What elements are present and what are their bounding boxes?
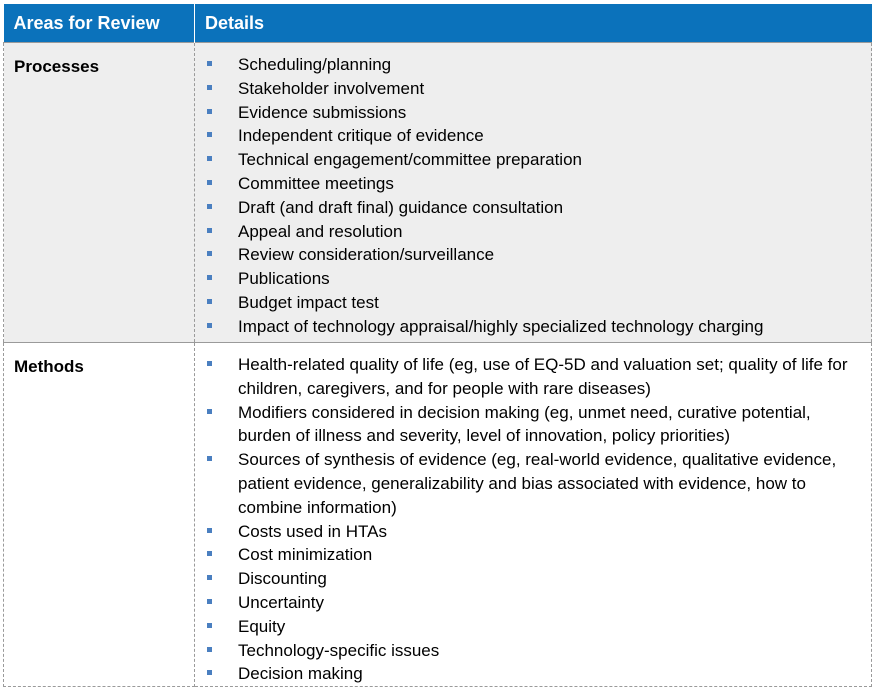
processes-list	[205, 53, 863, 339]
square-bullet-icon	[207, 670, 212, 675]
header-areas-for-review: Areas for Review	[4, 4, 195, 43]
list-item-text: Impact of technology appraisal/highly specialized technology charging	[238, 316, 764, 336]
header-details: Details	[195, 4, 872, 43]
square-bullet-icon	[207, 551, 212, 556]
list-item	[205, 662, 863, 686]
list-item-text: Decision making	[238, 664, 363, 684]
list-item-text: Sources of synthesis of evidence (eg, real-world evidence, qualitative evidence, patient evidence, generalizability and bias associated with evidence, how to combine information)	[238, 450, 837, 517]
list-item-text: Discounting	[238, 569, 327, 589]
square-bullet-icon	[207, 204, 212, 209]
square-bullet-icon	[207, 528, 212, 533]
square-bullet-icon	[207, 575, 212, 580]
square-bullet-icon	[207, 623, 212, 628]
square-bullet-icon	[207, 647, 212, 652]
list-item-text: Scheduling/planning	[238, 55, 392, 74]
details-cell-methods	[195, 343, 872, 687]
methods-list	[205, 353, 863, 686]
list-item	[205, 243, 863, 267]
square-bullet-icon	[207, 251, 212, 256]
square-bullet-icon	[207, 109, 212, 114]
list-item	[205, 53, 863, 77]
list-item	[205, 124, 863, 148]
list-item	[205, 639, 863, 663]
list-item-text: Independent critique of evidence	[238, 126, 484, 146]
list-item	[205, 591, 863, 615]
list-item-text: Appeal and resolution	[238, 221, 403, 241]
list-item-text: Evidence submissions	[238, 102, 407, 122]
square-bullet-icon	[207, 299, 212, 304]
list-item-text: Budget impact test	[238, 292, 379, 312]
square-bullet-icon	[207, 275, 212, 280]
square-bullet-icon	[207, 409, 212, 414]
list-item	[205, 353, 863, 401]
list-item-text: Technical engagement/committee preparation	[238, 150, 582, 170]
table-row-methods	[4, 343, 872, 687]
list-item-text: Publications	[238, 269, 330, 289]
list-item	[205, 543, 863, 567]
square-bullet-icon	[207, 85, 212, 90]
square-bullet-icon	[207, 180, 212, 185]
table-row-processes	[4, 43, 872, 343]
list-item-text: Technology-specific issues	[238, 640, 440, 660]
list-item	[205, 615, 863, 639]
list-item-text: Committee meetings	[238, 173, 394, 193]
square-bullet-icon	[207, 323, 212, 328]
list-item	[205, 401, 863, 449]
square-bullet-icon	[207, 61, 212, 66]
list-item-text: Costs used in HTAs	[238, 521, 387, 541]
list-item	[205, 172, 863, 196]
review-areas-table	[3, 4, 872, 687]
list-item	[205, 315, 863, 339]
list-item-text: Draft (and draft final) guidance consultation	[238, 197, 564, 217]
list-item-text: Uncertainty	[238, 592, 324, 612]
list-item	[205, 567, 863, 591]
list-item-text: Stakeholder involvement	[238, 78, 425, 98]
square-bullet-icon	[207, 228, 212, 233]
list-item-text: Cost minimization	[238, 545, 373, 565]
list-item	[205, 220, 863, 244]
list-item	[205, 520, 863, 544]
area-label-methods: Methods	[4, 343, 195, 687]
details-cell-processes	[195, 43, 872, 343]
list-item-text: Modifiers considered in decision making (eg, unmet need, curative potential, burden of illness and severity, level of innovation, policy priorities)	[238, 402, 811, 446]
table-header-row	[4, 4, 872, 43]
list-item-text: Health-related quality of life (eg, use of EQ-5D and valuation set; quality of life for children, caregivers, and for people with rare diseases)	[238, 355, 848, 398]
list-item	[205, 291, 863, 315]
list-item	[205, 77, 863, 101]
square-bullet-icon	[207, 599, 212, 604]
list-item-text: Review consideration/surveillance	[238, 245, 495, 265]
list-item	[205, 101, 863, 125]
list-item	[205, 196, 863, 220]
list-item	[205, 267, 863, 291]
area-label-processes: Processes	[4, 43, 195, 343]
list-item	[205, 448, 863, 519]
square-bullet-icon	[207, 132, 212, 137]
list-item	[205, 148, 863, 172]
square-bullet-icon	[207, 456, 212, 461]
square-bullet-icon	[207, 156, 212, 161]
list-item-text: Equity	[238, 616, 286, 636]
square-bullet-icon	[207, 361, 212, 366]
